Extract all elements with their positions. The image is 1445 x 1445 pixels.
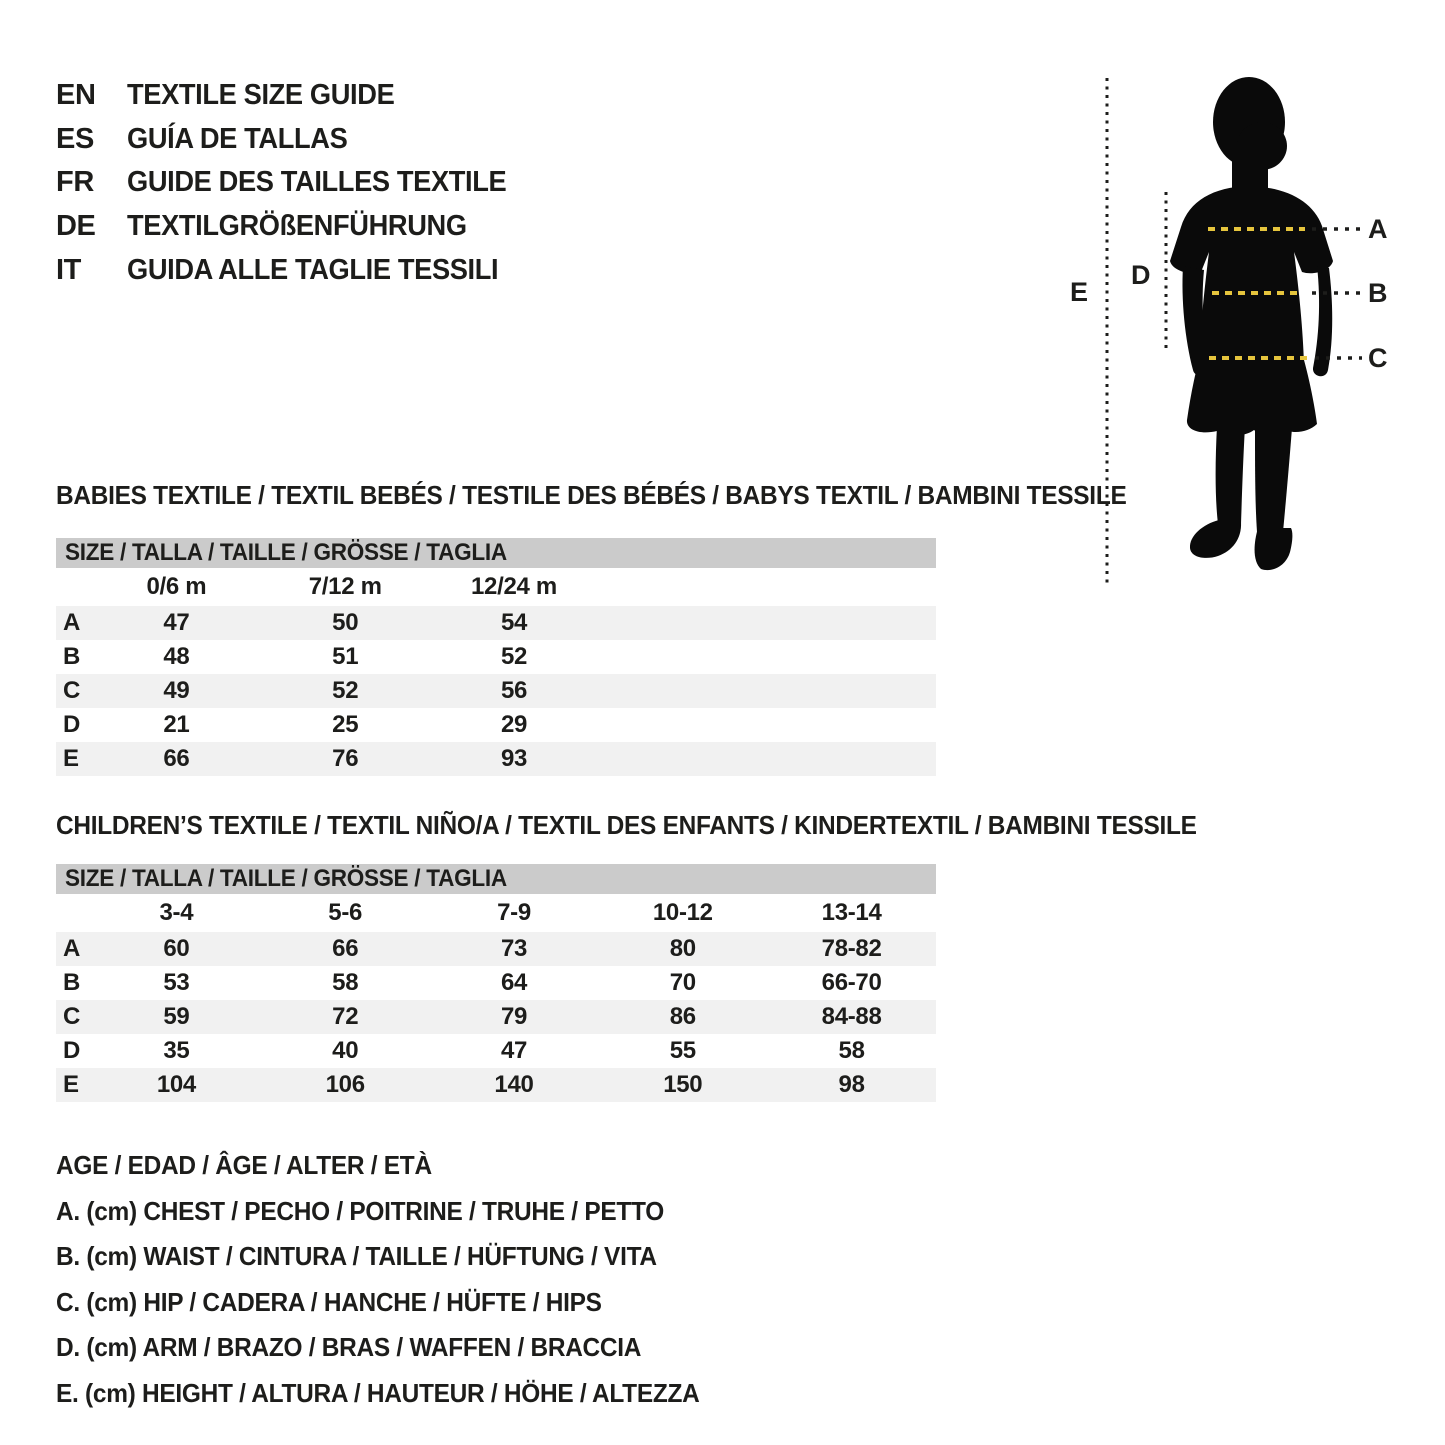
size-value-cell: 56 (500, 677, 528, 704)
size-value-cell: 78-82 (821, 935, 882, 962)
lang-title: TEXTILE SIZE GUIDE (127, 79, 395, 112)
size-value-cell: 66 (332, 935, 359, 962)
lang-title: TEXTILGRÖßENFÜHRUNG (127, 210, 467, 243)
size-value-cell: 40 (332, 1037, 359, 1064)
figure-label-d: D (1131, 260, 1151, 290)
babies-table-rows (56, 568, 936, 776)
row-letter-cell: B (63, 969, 81, 996)
table-row-d (56, 708, 936, 742)
children-size-table (56, 864, 936, 1102)
size-value-cell: 25 (332, 711, 359, 738)
size-value-cell: 76 (332, 745, 359, 772)
lang-row-es (56, 118, 531, 162)
language-title-block (56, 74, 531, 292)
row-letter-cell: E (63, 745, 79, 772)
row-letter-cell: B (63, 643, 81, 670)
lang-code: IT (56, 253, 81, 286)
lang-code: EN (56, 79, 96, 112)
size-value-cell: 150 (663, 1071, 703, 1098)
size-value-cell: 70 (669, 969, 696, 996)
size-value-cell: 51 (332, 643, 359, 670)
figure-label-c: C (1368, 343, 1388, 373)
size-value-cell: 35 (163, 1037, 190, 1064)
column-header-row (56, 894, 936, 932)
size-header-label: SIZE / TALLA / TAILLE / GRÖSSE / TAGLIA (65, 539, 507, 566)
size-value-cell: 140 (494, 1071, 534, 1098)
table-row-d (56, 1034, 936, 1068)
size-value-cell: 52 (332, 677, 359, 704)
table-row-a (56, 606, 936, 640)
figure-label-e: E (1070, 277, 1089, 307)
legend-chest: A. (cm) CHEST / PECHO / POITRINE / TRUHE / PETTO (56, 1195, 664, 1226)
size-value-cell: 106 (325, 1071, 365, 1098)
size-value-cell: 72 (332, 1003, 359, 1030)
row-letter-cell: A (63, 935, 81, 962)
size-value-cell: 29 (500, 711, 528, 738)
column-header-cell: 13-14 (821, 899, 882, 926)
size-value-cell: 66 (163, 745, 190, 772)
size-value-cell: 58 (838, 1037, 865, 1064)
lang-title: GUIDA ALLE TAGLIE TESSILI (127, 253, 499, 286)
size-value-cell: 58 (332, 969, 359, 996)
lang-row-en (56, 74, 531, 118)
size-value-cell: 59 (163, 1003, 190, 1030)
column-header-cell: 7/12 m (308, 573, 382, 600)
column-header-cell: 5-6 (328, 899, 363, 926)
table-row-e (56, 1068, 936, 1102)
figure-label-a: A (1368, 214, 1388, 244)
children-size-header-bar (56, 864, 936, 894)
size-value-cell: 53 (163, 969, 190, 996)
table-row-a (56, 932, 936, 966)
size-value-cell: 48 (163, 643, 190, 670)
size-value-cell: 79 (500, 1003, 528, 1030)
size-value-cell: 47 (163, 609, 190, 636)
size-value-cell: 50 (332, 609, 359, 636)
babies-section-title (56, 480, 1195, 511)
row-letter-cell: D (63, 1037, 81, 1064)
lang-title: GUIDE DES TAILLES TEXTILE (127, 166, 507, 199)
size-value-cell: 80 (669, 935, 696, 962)
row-letter-cell: C (63, 677, 81, 704)
size-header-label: SIZE / TALLA / TAILLE / GRÖSSE / TAGLIA (65, 865, 507, 892)
column-header-cell: 7-9 (497, 899, 531, 926)
figure-label-b: B (1368, 278, 1388, 308)
legend-height: E. (cm) HEIGHT / ALTURA / HAUTEUR / HÖHE / ALTEZZA (56, 1377, 700, 1408)
size-value-cell: 54 (500, 609, 528, 636)
babies-size-header-bar (56, 538, 936, 568)
legend-waist: B. (cm) WAIST / CINTURA / TAILLE / HÜFTUNG / VITA (56, 1241, 657, 1271)
column-header-cell: 10-12 (652, 899, 713, 926)
size-value-cell: 55 (669, 1037, 696, 1064)
children-section-title-text: CHILDREN’S TEXTILE / TEXTIL NIÑO/A / TEXTIL DES ENFANTS / KINDERTEXTIL / BAMBINI TESSILE (56, 810, 1197, 840)
column-header-row (56, 568, 936, 606)
babies-size-table (56, 538, 936, 776)
column-header-cell: 3-4 (159, 899, 194, 926)
babies-section-title-text: BABIES TEXTILE / TEXTIL BEBÉS / TESTILE DES BÉBÉS / BABYS TEXTIL / BAMBINI TESSILE (56, 480, 1127, 510)
lang-row-fr (56, 161, 531, 205)
legend-hip: C. (cm) HIP / CADERA / HANCHE / HÜFTE / HIPS (56, 1286, 602, 1317)
lang-row-de (56, 205, 531, 249)
row-letter-cell: E (63, 1071, 79, 1098)
lang-row-it (56, 248, 531, 292)
size-value-cell: 49 (163, 677, 190, 704)
size-value-cell: 64 (500, 969, 528, 996)
size-value-cell: 60 (163, 935, 190, 962)
measurement-legend (56, 1143, 741, 1416)
size-value-cell: 93 (500, 745, 528, 772)
children-table-rows (56, 894, 936, 1102)
row-letter-cell: C (63, 1003, 81, 1030)
size-value-cell: 73 (500, 935, 528, 962)
lang-code: ES (56, 122, 94, 155)
lang-code: DE (56, 210, 96, 243)
lang-code: FR (56, 166, 94, 199)
legend-arm: D. (cm) ARM / BRAZO / BRAS / WAFFEN / BRACCIA (56, 1332, 642, 1362)
size-value-cell: 84-88 (821, 1003, 882, 1030)
size-value-cell: 98 (838, 1071, 865, 1098)
legend-age: AGE / EDAD / ÂGE / ALTER / ETÀ (56, 1150, 432, 1180)
size-value-cell: 52 (500, 643, 528, 670)
children-section-title (56, 810, 1270, 841)
table-row-e (56, 742, 936, 776)
size-value-cell: 66-70 (821, 969, 882, 996)
child-silhouette-figure (1065, 70, 1395, 590)
row-letter-cell: A (63, 609, 81, 636)
table-row-c (56, 1000, 936, 1034)
column-header-cell: 0/6 m (146, 573, 207, 600)
table-row-b (56, 640, 936, 674)
row-letter-cell: D (63, 711, 81, 738)
size-value-cell: 21 (163, 711, 190, 738)
column-header-cell: 12/24 m (471, 573, 557, 600)
size-value-cell: 86 (669, 1003, 696, 1030)
table-row-b (56, 966, 936, 1000)
size-value-cell: 104 (156, 1071, 196, 1098)
table-row-c (56, 674, 936, 708)
lang-title: GUÍA DE TALLAS (127, 122, 348, 155)
size-value-cell: 47 (500, 1037, 528, 1064)
